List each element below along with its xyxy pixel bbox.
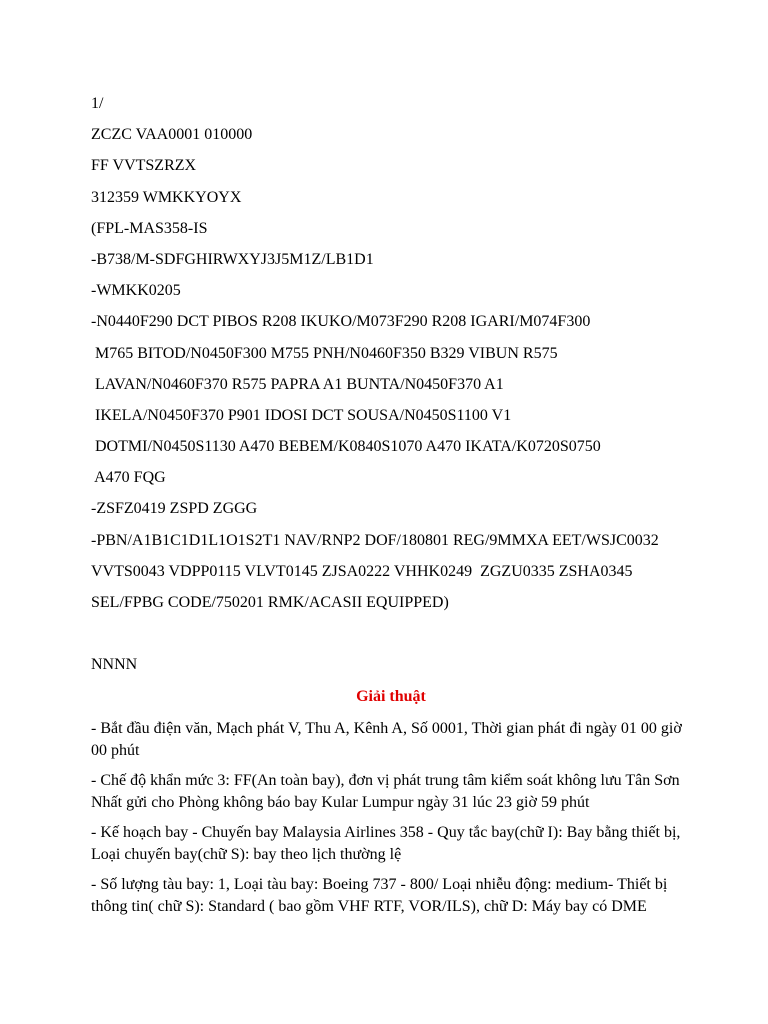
message-line-4: 312359 WMKKYOYX [91,188,242,206]
explanation-paragraph-1: - Bắt đầu điện văn, Mạch phát V, Thu A, Kênh A, Số 0001, Thời gian phát đi ngày 01 00 giờ 00 phút [91,719,682,759]
explanation-paragraph-4: - Số lượng tàu bay: 1, Loại tàu bay: Boeing 737 - 800/ Loại nhiễu động: medium- Thiết bị thông tin( chữ S): Standard ( bao gồm VHF RTF, VOR/ILS), chữ D: Máy bay có DME [91,875,668,915]
message-line-8: -N0440F290 DCT PIBOS R208 IKUKO/M073F290 R208 IGARI/M074F300 [91,313,591,331]
document-page [91,94,691,926]
section-heading: Giải thuật [356,687,426,705]
message-line-10: LAVAN/N0460F370 R575 PAPRA A1 BUNTA/N0450F370 A1 [91,375,504,393]
explanation-paragraph-3: - Kế hoạch bay - Chuyến bay Malaysia Airlines 358 - Quy tắc bay(chữ I): Bay bằng thiết bị, Loại chuyến bay(chữ S): bay theo lịch thường lệ [91,823,681,863]
message-line-2: ZCZC VAA0001 010000 [91,126,253,144]
message-line-3: FF VVTSZRZX [91,157,197,175]
message-line-11: IKELA/N0450F370 P901 IDOSI DCT SOUSA/N0450S1100 V1 [91,406,512,424]
message-line-7: -WMKK0205 [91,282,181,300]
blank-line [91,624,691,655]
message-line-9: M765 BITOD/N0450F300 M755 PNH/N0460F350 B329 VIBUN R575 [91,344,558,362]
message-line-12: DOTMI/N0450S1130 A470 BEBEM/K0840S1070 A470 IKATA/K0720S0750 [91,438,601,456]
message-line-13: A470 FQG [91,469,166,487]
closing-line: NNNN [91,656,138,674]
message-line-16: VVTS0043 VDPP0115 VLVT0145 ZJSA0222 VHHK0249 ZGZU0335 ZSHA0345 [91,562,633,580]
explanation-paragraph-2: - Chế độ khẩn mức 3: FF(An toàn bay), đơn vị phát trung tâm kiểm soát không lưu Tân Sơn Nhất gửi cho Phòng không báo bay Kular Lumpur ngày 31 lúc 23 giờ 59 phút [91,771,680,811]
message-line-15: -PBN/A1B1C1D1L1O1S2T1 NAV/RNP2 DOF/180801 REG/9MMXA EET/WSJC0032 [91,531,659,549]
message-line-1: 1/ [91,95,104,112]
message-line-14: -ZSFZ0419 ZSPD ZGGG [91,500,258,518]
message-line-6: -B738/M-SDFGHIRWXYJ3J5M1Z/LB1D1 [91,250,374,268]
message-line-17: SEL/FPBG CODE/750201 RMK/ACASII EQUIPPED) [91,594,449,611]
message-line-5: (FPL-MAS358-IS [91,219,208,237]
